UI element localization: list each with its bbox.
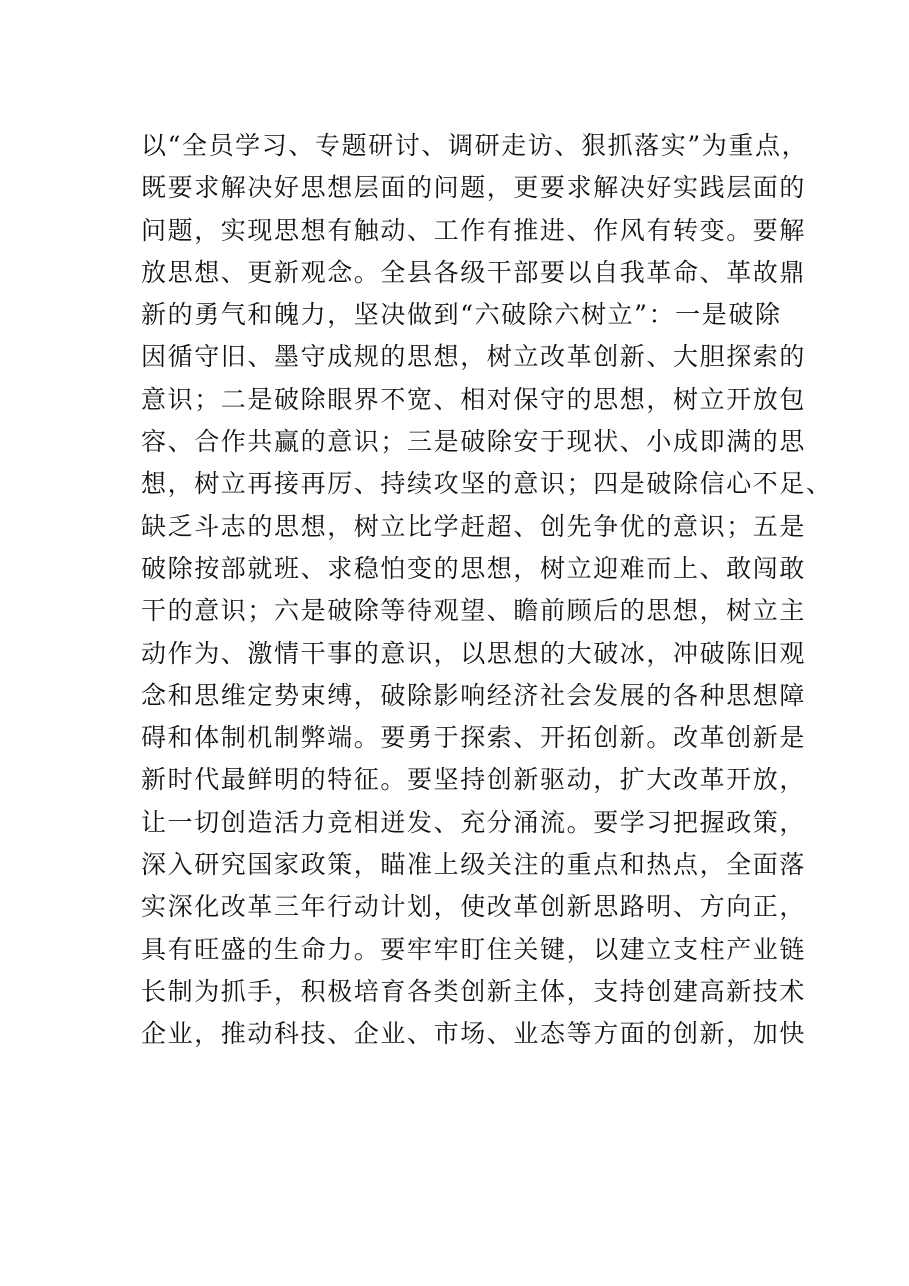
paragraph-line-3: 问题，实现思想有触动、工作有推进、作风有转变。要解 xyxy=(141,215,807,245)
paragraph-line-13: 动作为、激情干事的意识，以思想的大破冰，冲破陈旧观 xyxy=(141,638,807,668)
paragraph-line-5: 新的勇气和魄力，坚决做到“六破除六树立”：一是破除 xyxy=(141,300,782,330)
paragraph-line-17: 让一切创造活力竞相迸发、充分涌流。要学习把握政策， xyxy=(141,807,807,837)
body-paragraph xyxy=(141,125,833,1056)
paragraph-line-6: 因循守旧、墨守成规的思想，树立改革创新、大胆探索的 xyxy=(141,342,807,372)
paragraph-line-20: 具有旺盛的生命力。要牢牢盯住关键，以建立支柱产业链 xyxy=(141,934,807,964)
paragraph-line-7: 意识；二是破除眼界不宽、相对保守的思想，树立开放包 xyxy=(141,384,807,414)
paragraph-line-15: 碍和体制机制弊端。要勇于探索、开拓创新。改革创新是 xyxy=(141,723,807,753)
paragraph-line-22: 企业，推动科技、企业、市场、业态等方面的创新，加快 xyxy=(141,1019,807,1049)
paragraph-line-11: 破除按部就班、求稳怕变的思想，树立迎难而上、敢闯敢 xyxy=(141,553,807,583)
paragraph-line-18: 深入研究国家政策，瞄准上级关注的重点和热点，全面落 xyxy=(141,850,807,880)
paragraph-line-8: 容、合作共赢的意识；三是破除安于现状、小成即满的思 xyxy=(141,427,807,457)
paragraph-line-9: 想，树立再接再厉、持续攻坚的意识；四是破除信心不足、 xyxy=(141,469,833,499)
paragraph-line-14: 念和思维定势束缚，破除影响经济社会发展的各种思想障 xyxy=(141,680,807,710)
paragraph-line-2: 既要求解决好思想层面的问题，更要求解决好实践层面的 xyxy=(141,173,807,203)
paragraph-line-4: 放思想、更新观念。全县各级干部要以自我革命、革故鼎 xyxy=(141,257,807,287)
paragraph-line-12: 干的意识；六是破除等待观望、瞻前顾后的思想，树立主 xyxy=(141,596,807,626)
paragraph-line-10: 缺乏斗志的思想，树立比学赶超、创先争优的意识；五是 xyxy=(141,511,807,541)
paragraph-line-21: 长制为抓手，积极培育各类创新主体，支持创建高新技术 xyxy=(141,976,807,1006)
paragraph-line-16: 新时代最鲜明的特征。要坚持创新驱动，扩大改革开放， xyxy=(141,765,807,795)
paragraph-line-19: 实深化改革三年行动计划，使改革创新思路明、方向正， xyxy=(141,892,807,922)
paragraph-line-1: 以“全员学习、专题研讨、调研走访、狠抓落实”为重点， xyxy=(141,131,809,160)
